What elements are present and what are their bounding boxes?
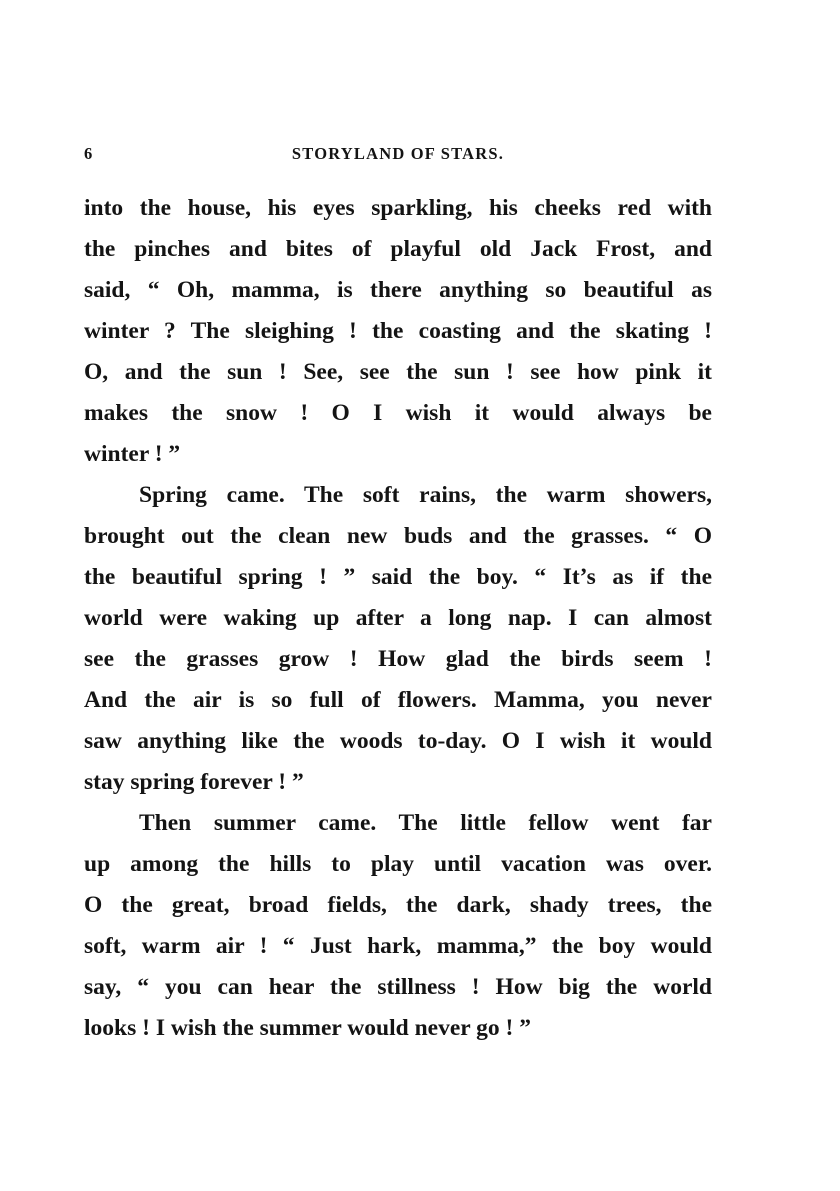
text-line: the pinches and bites of playful old Jack Frost, and [84, 236, 712, 262]
paragraph-end-line: stay spring forever ! ” [84, 769, 304, 795]
text-line: say, “ you can hear the stillness ! How big the world [84, 974, 712, 1000]
text-line: world were waking up after a long nap. I can almost [84, 605, 712, 631]
text-line: winter ? The sleighing ! the coasting and the skating ! [84, 318, 712, 344]
text-line: brought out the clean new buds and the grasses. “ O [84, 523, 712, 549]
text-line: makes the snow ! O I wish it would always be [84, 400, 712, 426]
running-header [84, 144, 712, 168]
body-text [84, 188, 712, 1049]
text-line: And the air is so full of flowers. Mamma, you never [84, 687, 712, 713]
paragraph-end-line: looks ! I wish the summer would never go ! ” [84, 1015, 531, 1041]
text-line: said, “ Oh, mamma, is there anything so beautiful as [84, 277, 712, 303]
paragraph-start-line: Then summer came. The little fellow went far [139, 810, 712, 836]
text-line: saw anything like the woods to-day. O I wish it would [84, 728, 712, 754]
text-line: up among the hills to play until vacation was over. [84, 851, 712, 877]
text-line: O the great, broad fields, the dark, shady trees, the [84, 892, 712, 918]
text-line: see the grasses grow ! How glad the birds seem ! [84, 646, 712, 672]
paragraph-end-line: winter ! ” [84, 441, 181, 467]
text-line: O, and the sun ! See, see the sun ! see how pink it [84, 359, 712, 385]
text-line: into the house, his eyes sparkling, his cheeks red with [84, 195, 712, 221]
paragraph-start-line: Spring came. The soft rains, the warm showers, [139, 482, 712, 508]
text-line: soft, warm air ! “ Just hark, mamma,” the boy would [84, 933, 712, 959]
text-line: the beautiful spring ! ” said the boy. “ It’s as if the [84, 564, 712, 590]
page-number: 6 [84, 144, 94, 163]
running-title: STORYLAND OF STARS. [291, 144, 505, 163]
